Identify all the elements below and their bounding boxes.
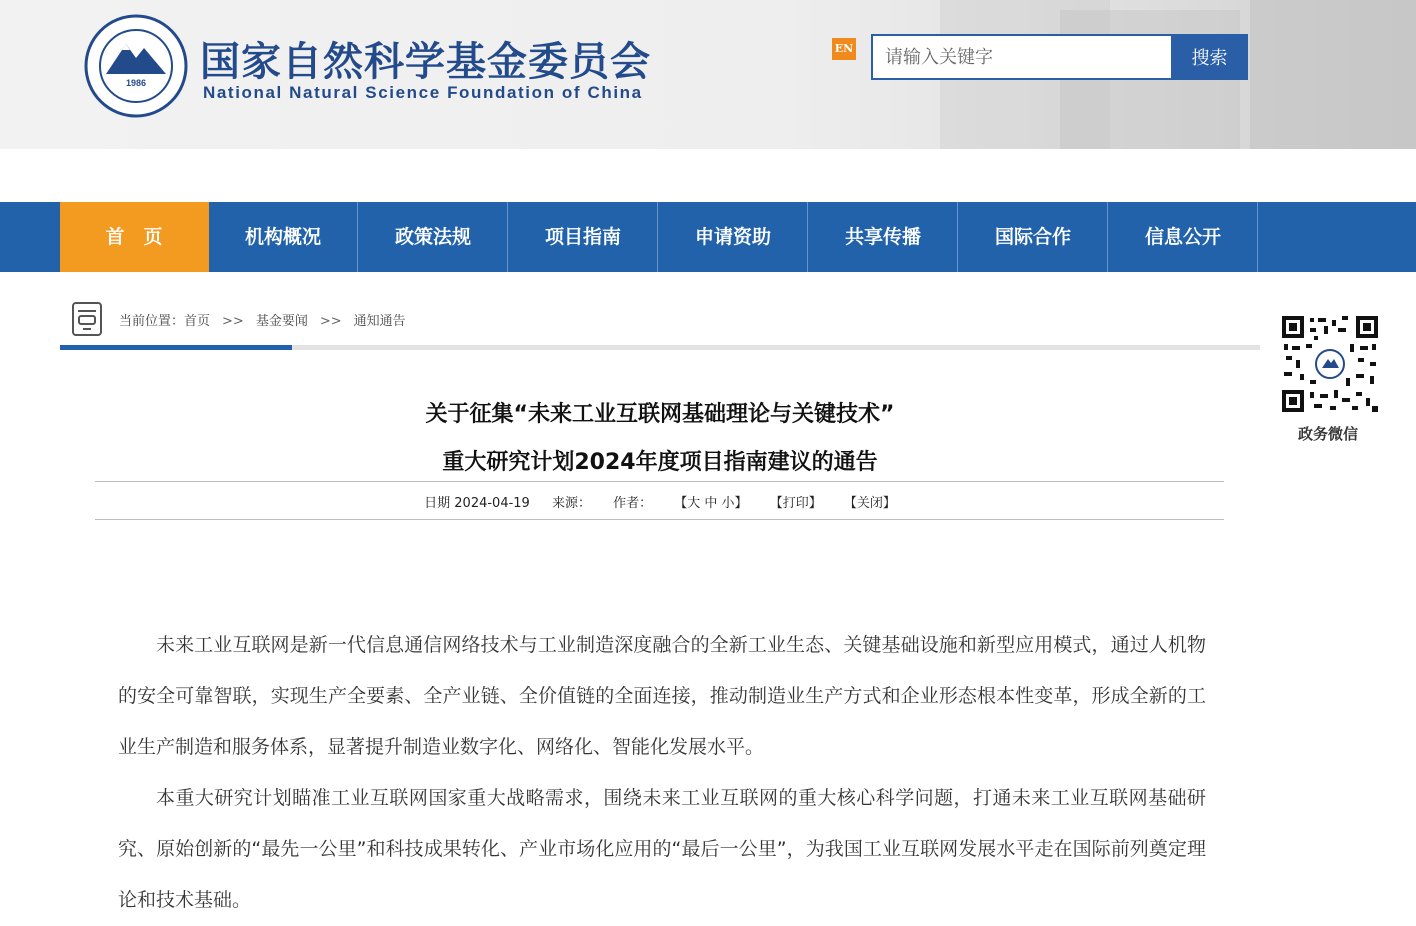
english-version-button[interactable]: EN (832, 38, 856, 60)
org-name-cn: 国家自然科学基金委员会 (200, 39, 651, 85)
article-source: 来源： (551, 496, 591, 511)
breadcrumb-prefix: 当前位置： (119, 314, 185, 329)
nav-item-policy[interactable]: 政策法规 (359, 202, 508, 272)
logo-year: 1986 (125, 78, 147, 88)
breadcrumb-notices[interactable]: 通知通告 (353, 314, 406, 329)
breadcrumb-separator: >> (319, 314, 342, 329)
close-link[interactable]: 【关闭】 (843, 496, 896, 511)
article-title-line1: 关于征集“未来工业互联网基础理论与关键技术” (425, 402, 895, 427)
document-icon (72, 302, 102, 336)
article-author: 作者： (613, 496, 653, 511)
nsfc-logo-seal[interactable] (84, 14, 188, 118)
header-background-building (1250, 0, 1416, 149)
article-date: 日期 2024-04-19 (424, 496, 530, 511)
qr-label: 政务微信 (1297, 425, 1358, 443)
breadcrumb (119, 310, 406, 329)
nav-item-info[interactable]: 信息公开 (1109, 202, 1258, 272)
org-name-en: National Natural Science Foundation of China (203, 83, 643, 102)
title-divider (95, 481, 1224, 482)
article-paragraph: 本重大研究计划瞄准工业互联网国家重大战略需求，围绕未来工业互联网的重大核心科学问题，打通未来工业互联网基础研究、原始创新的“最先一公里”和科技成果转化、产业市场化应用的“最后一公里”，为我国工业互联网发展水平走在国际前列奠定理论和技术基础。 (118, 787, 1206, 911)
article-paragraph: 未来工业互联网是新一代信息通信网络技术与工业制造深度融合的全新工业生态、关键基础设施和新型应用模式，通过人机物的安全可靠智联，实现生产全要素、全产业链、全价值链的全面连接，推动制造业生产方式和企业形态根本性变革，形成全新的工业生产制造和服务体系，显著提升制造业数字化、网络化、智能化发展水平。 (118, 634, 1206, 758)
main-nav (0, 202, 1416, 272)
article-meta (96, 492, 1224, 511)
nav-item-share[interactable]: 共享传播 (809, 202, 958, 272)
site-header (0, 0, 1416, 149)
search-input[interactable] (871, 34, 1171, 80)
nav-item-guide[interactable]: 项目指南 (509, 202, 658, 272)
print-link[interactable]: 【打印】 (769, 496, 822, 511)
nav-item-home[interactable]: 首 页 (60, 202, 209, 272)
nav-item-apply[interactable]: 申请资助 (659, 202, 808, 272)
nav-item-international[interactable]: 国际合作 (959, 202, 1108, 272)
wechat-qr-code (1280, 314, 1380, 414)
breadcrumb-news[interactable]: 基金要闻 (255, 314, 308, 329)
meta-divider (95, 519, 1224, 520)
breadcrumb-home[interactable]: 首页 (184, 314, 211, 329)
article-title-line2: 重大研究计划2024年度项目指南建议的通告 (442, 450, 878, 475)
breadcrumb-separator: >> (222, 314, 244, 329)
font-size-switch[interactable]: 【大 中 小】 (674, 496, 748, 511)
breadcrumb-divider-accent (60, 345, 292, 350)
nav-item-about[interactable]: 机构概况 (209, 202, 358, 272)
search-button[interactable]: 搜索 (1171, 34, 1248, 80)
